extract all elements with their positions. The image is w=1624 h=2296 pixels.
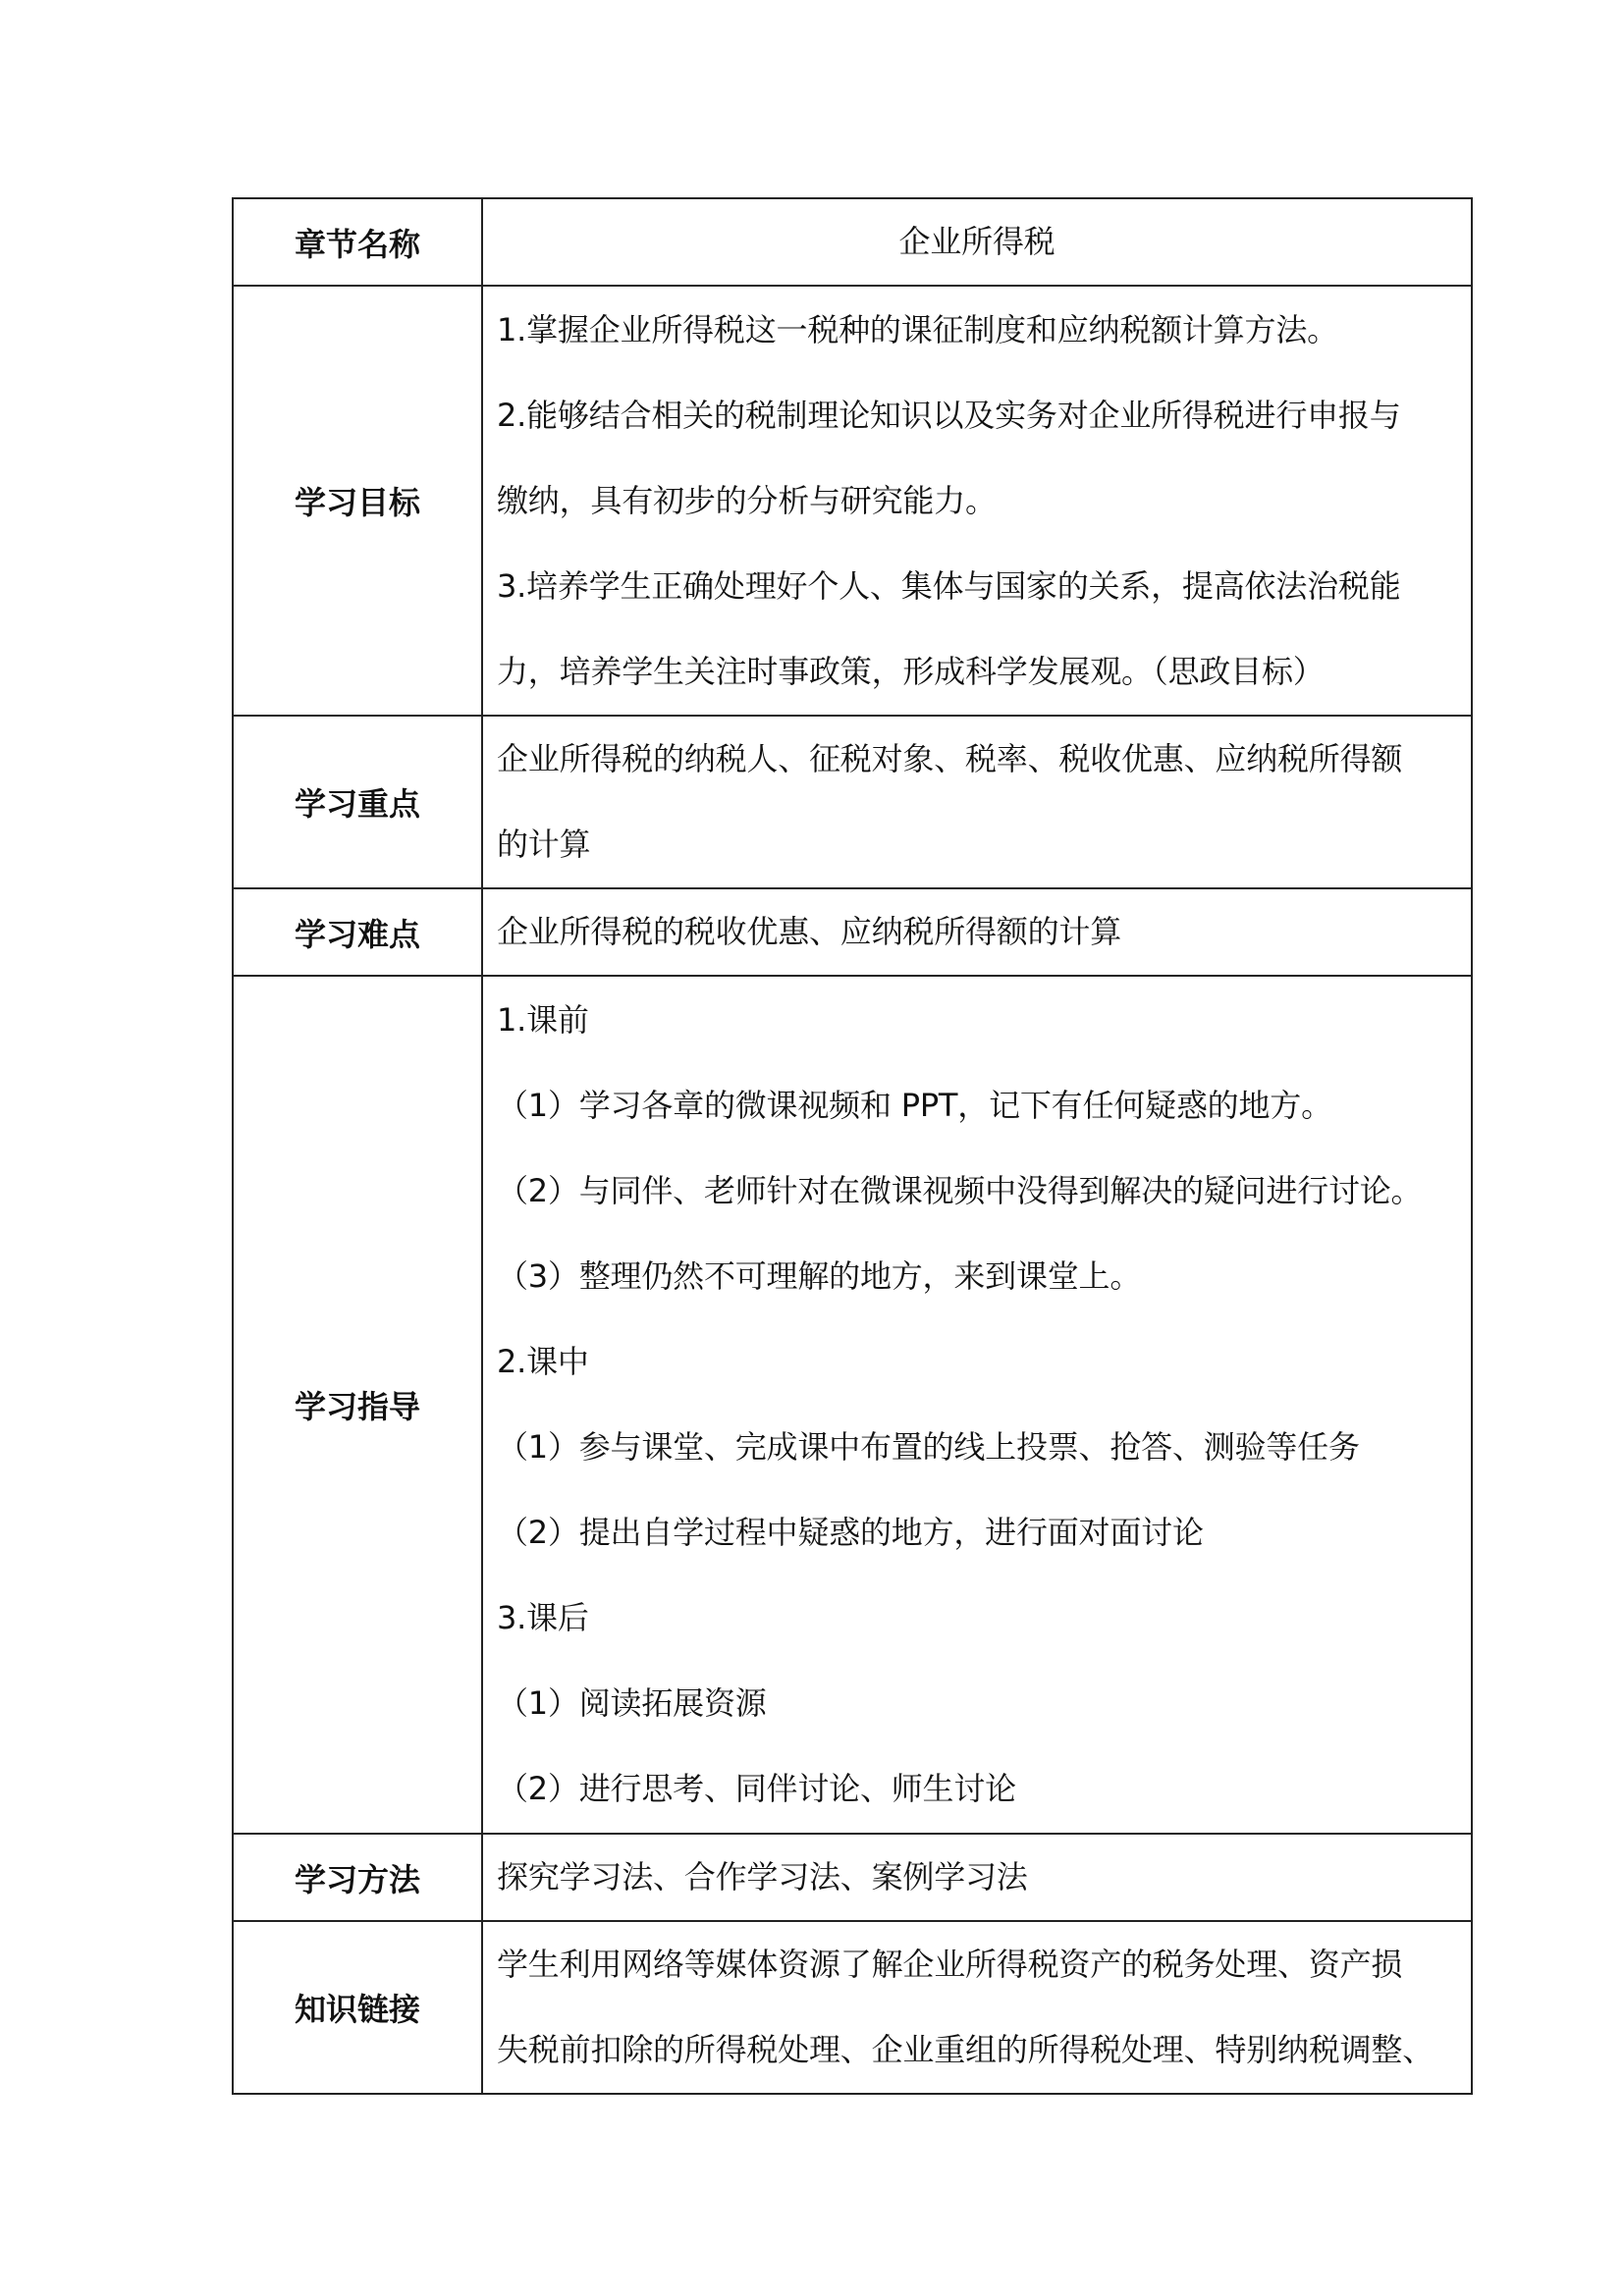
row-label: 章节名称 (233, 198, 482, 286)
table-row-learning-methods (233, 1834, 1472, 1921)
row-label: 学习指导 (233, 976, 482, 1834)
row-content (482, 1921, 1472, 2094)
content-line: 探究学习法、合作学习法、案例学习法 (497, 1858, 1028, 1896)
content-line: 缴纳，具有初步的分析与研究能力。 (497, 481, 997, 519)
table-row-knowledge-links (233, 1921, 1472, 2094)
row-label: 学习难点 (233, 888, 482, 976)
row-content (482, 286, 1472, 716)
row-label: 学习重点 (233, 716, 482, 888)
content-line: （3）整理仍然不可理解的地方，来到课堂上。 (497, 1257, 1142, 1295)
content-line: 学生利用网络等媒体资源了解企业所得税资产的税务处理、资产损 (497, 1946, 1403, 1983)
row-label: 知识链接 (233, 1921, 482, 2094)
table-row-chapter-name (233, 198, 1472, 286)
table-row-key-points (233, 716, 1472, 888)
content-line: 3.培养学生正确处理好个人、集体与国家的关系，提高依法治税能 (497, 566, 1401, 605)
content-line: 3.课后 (497, 1599, 589, 1636)
content-line: （2）进行思考、同伴讨论、师生讨论 (497, 1770, 1016, 1807)
content-line: 失税前扣除的所得税处理、企业重组的所得税处理、特别纳税调整、 (497, 2031, 1435, 2068)
content-line: （2）与同伴、老师针对在微课视频中没得到解决的疑问进行讨论。 (497, 1172, 1423, 1209)
content-line: 1.掌握企业所得税这一税种的课征制度和应纳税额计算方法。 (497, 310, 1338, 348)
study-guide-table (232, 197, 1473, 2095)
content-line: （1）阅读拓展资源 (497, 1684, 767, 1722)
row-content (482, 888, 1472, 976)
content-line: 2.能够结合相关的税制理论知识以及实务对企业所得税进行申报与 (497, 396, 1401, 434)
table-row-difficulties (233, 888, 1472, 976)
table-row-learning-guidance (233, 976, 1472, 1834)
content-line: （1）学习各章的微课视频和 PPT，记下有任何疑惑的地方。 (497, 1087, 1332, 1124)
content-line: 1.课前 (497, 1001, 589, 1039)
content-line: 力，培养学生关注时事政策，形成科学发展观。（思政目标） (497, 652, 1325, 690)
row-content (482, 716, 1472, 888)
table-row-learning-objectives (233, 286, 1472, 716)
content-line: 企业所得税的税收优惠、应纳税所得额的计算 (497, 913, 1122, 950)
row-label: 学习方法 (233, 1834, 482, 1921)
row-content (482, 1834, 1472, 1921)
content-line: 企业所得税 (898, 223, 1056, 260)
row-content (482, 198, 1472, 286)
content-line: 的计算 (497, 826, 591, 863)
row-content (482, 976, 1472, 1834)
row-label: 学习目标 (233, 286, 482, 716)
content-line: 企业所得税的纳税人、征税对象、税率、税收优惠、应纳税所得额 (497, 740, 1403, 777)
content-line: （1）参与课堂、完成课中布置的线上投票、抢答、测验等任务 (497, 1428, 1360, 1466)
content-line: （2）提出自学过程中疑惑的地方，进行面对面讨论 (497, 1514, 1204, 1551)
content-line: 2.课中 (497, 1343, 589, 1380)
